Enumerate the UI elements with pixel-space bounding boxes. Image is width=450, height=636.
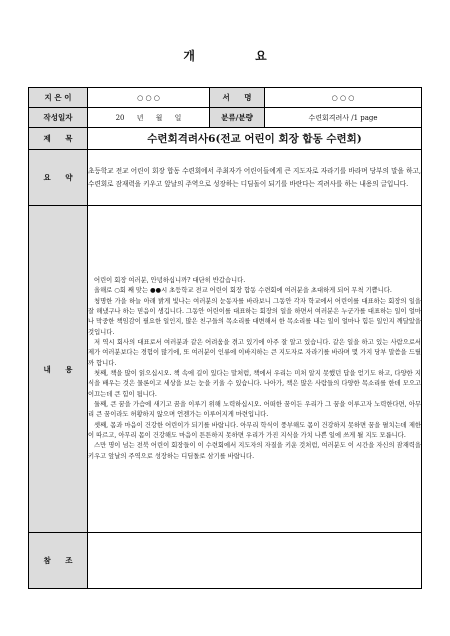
document-title: 수련회격려사6(전교 어린이 회장 합동 수련회) (88, 128, 422, 150)
content-paragraph: 청명한 가을 하늘 아래 밝게 빛나는 여러분의 눈동자를 바라보니 그동안 각자 학교에서 어린이를 대표하는 회장의 일을 잘 해냈구나 하는 믿음이 생깁니다. 그동안 어린이를 대표하는 회장의 일을 하면서 여러분은 누군가를 대표하는 일이 얼마나 막중한 책임감이 필요한 일인지, 많은 친구들의 목소리를 대변해서 한 목소리를 내는 일이 얼마나 힘든 일인지 깨달았을 것입니다. (88, 297, 421, 336)
content-paragraph: 어린이 회장 여러분, 안녕하십니까? 대단히 반갑습니다. (94, 276, 246, 284)
subject-row (29, 128, 422, 150)
content-paragraph: 올해로 ○회 째 맞는 ●●시 초등학교 전교 어린이 회장 합동 수련회에 여러분을 초대하게 되어 무척 기쁩니다. (94, 287, 392, 295)
content-paragraph: 둘째, 큰 꿈을 가슴에 새기고 꿈을 이루기 위해 노력하십시오. 어떠한 꿈이든 우리가 그 꿈을 이루고자 노력한다면, 아무리 큰 꿈이라도 허황하지 않으며 언젠가는 이루어지게 마련입니다. (88, 401, 421, 419)
content-label: 내 용 (29, 206, 88, 533)
category-label: 분류/분량 (210, 108, 265, 128)
summary-label: 요 약 (29, 150, 88, 206)
content-row (29, 206, 422, 533)
content-paragraph: 첫째, 책을 많이 읽으십시오. 책 속에 길이 있다는 말처럼, 책에서 우리는 미처 알지 못했던 답을 얻기도 하고, 다양한 지식을 배우는 것은 물론이고 세상을 보는 눈을 키울 수 있습니다. 나아가, 책은 많은 사람들의 다양한 목소리를 한데 모으고 이끄는데 큰 힘이 됩니다. (88, 370, 421, 398)
subject-label: 제 목 (29, 128, 88, 150)
content-paragraph: 저 역시 회사의 대표로서 여러분과 같은 어려움을 겪고 있기에 아주 잘 알고 있습니다. 같은 일을 하고 있는 사람으로서 제가 여러분보다는 경험이 많기에, 또 여러분이 인류에 이바지하는 큰 지도자로 자라기를 바라며 몇 가지 당부 말씀을 드릴까 합니다. (88, 338, 421, 367)
summary-row (29, 150, 422, 206)
reference-value (88, 533, 422, 589)
author-row (29, 88, 422, 108)
content-paragraph: 스만 명이 넘는 전북 어린이 회장들이 이 수련회에서 지도자의 자질을 키운 것처럼, 여러분도 이 시간을 자신의 잠재력을 키우고 앞날의 주역으로 성장하는 디딤돌로 삼기를 바랍니다. (88, 442, 421, 460)
summary-form (28, 87, 422, 589)
author-label: 지 은 이 (29, 88, 88, 108)
summary-text: 초등학교 전교 어린이 회장 합동 수련회에서 주최자가 어린이들에게 큰 지도자로 자라기를 바라며 당부의 말을 하고, 수련회로 잠재력을 키우고 앞날의 주역으로 성장하는 디딤돌이 되기를 바란다는 격려사를 하는 내용의 글입니다. (88, 150, 422, 206)
date-value: 20 년 월 일 (88, 108, 210, 128)
reviewer-label: 서 명 (210, 88, 265, 108)
content-body (88, 206, 422, 533)
date-row (29, 108, 422, 128)
author-value: ○ ○ ○ (88, 88, 210, 108)
date-label: 작성일자 (29, 108, 88, 128)
reference-label: 참 조 (29, 533, 88, 589)
reference-row (29, 533, 422, 589)
page-title: 개 요 (183, 49, 295, 63)
reviewer-value: ○ ○ ○ (265, 88, 422, 108)
content-paragraph: 셋째, 몸과 마음이 건강한 어린이가 되기를 바랍니다. 아무리 학식이 풍부해도 몸이 건강하지 못하면 꿈을 펼치는데 제한이 따르고, 아무리 몸이 건강해도 마음이 튼튼하지 못하면 우리가 가진 지식을 가치 나쁜 일에 쓰게 될 지도 모릅니다. (88, 421, 421, 440)
category-value: 수련회격려사 /1 page (265, 108, 422, 128)
